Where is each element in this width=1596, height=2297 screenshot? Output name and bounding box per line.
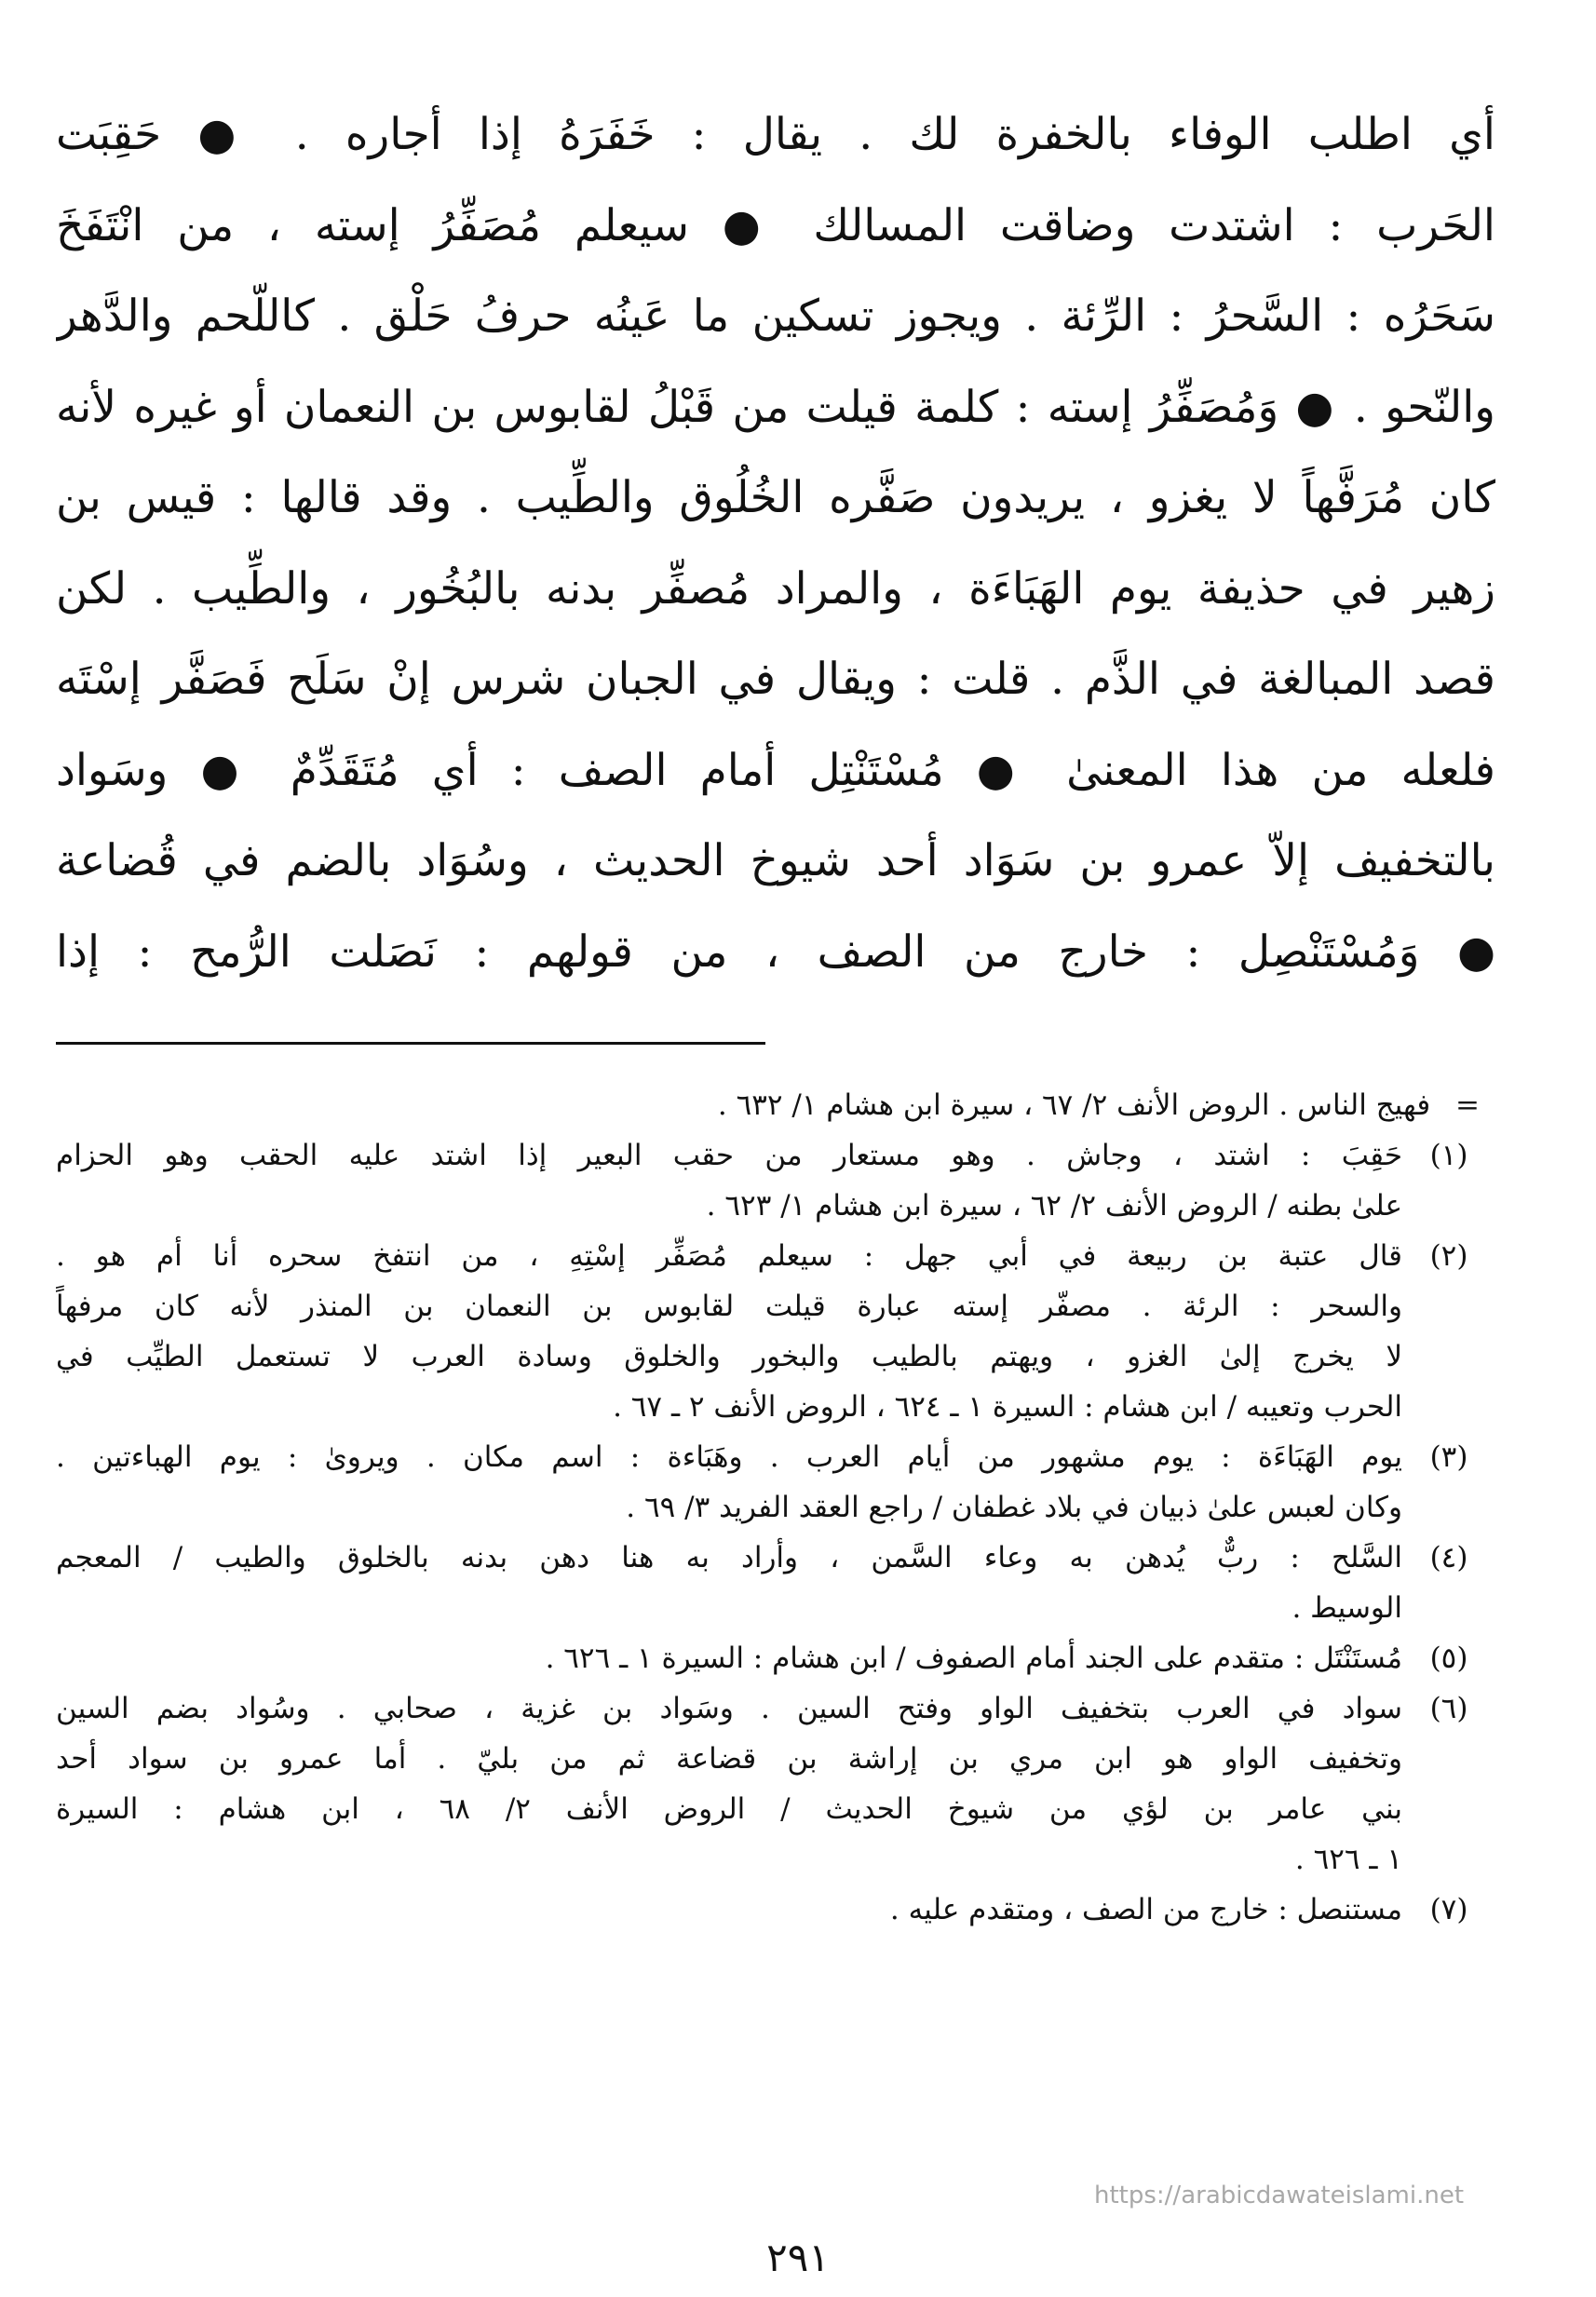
footnote-body	[56, 1432, 1402, 1533]
footnote-line: مُستَنْتَل : متقدم على الجند أمام الصفوف / ابن هشام : السيرة ١ ـ ٦٢٦ .	[545, 1642, 1402, 1675]
footnote-line: حَقِبَ : اشتد ، وجاش . وهو مستعار من حقب البعير إذا اشتد عليه الحقب وهو الحزام	[56, 1139, 1402, 1172]
footnote-line: الوسيط .	[1292, 1591, 1402, 1625]
footnote-number: (٣)	[1429, 1440, 1468, 1474]
main-text-line: سَحَرُه : السَّحرُ : الرِّئة . ويجوز تسكين ما عَينُه حرفُ حَلْق . كاللّحم والدَّهر	[56, 291, 1495, 342]
page-number: ٢٩١	[766, 2235, 830, 2280]
footnote-line: وكان لعبس علىٰ ذبيان في بلاد غطفان / راجع العقد الفريد ٣/ ٦٩ .	[626, 1491, 1402, 1524]
main-text-line: ● وَمُسْتَنْصِل : خارج من الصف ، من قولهم : نَصَلت الرُّمح : إذا	[56, 926, 1495, 978]
footnote-line: علىٰ بطنه / الروض الأنف ٢/ ٦٢ ، سيرة ابن هشام ١/ ٦٢٣ .	[706, 1189, 1402, 1223]
footnote-line: الحرب وتعيبه / ابن هشام : السيرة ١ ـ ٦٢٤ ، الروض الأنف ٢ ـ ٦٧ .	[613, 1390, 1402, 1424]
footnote-body	[56, 1231, 1402, 1432]
footnote-line: والسحر : الرئة . مصفّر إسته عبارة قيلت لقابوس بن النعمان بن المنذر لأنه كان مرفهاً	[56, 1290, 1402, 1323]
footnote-body	[56, 1683, 1402, 1885]
continuation-marker: =	[1455, 1088, 1480, 1122]
footnote	[56, 1130, 1495, 1231]
footnote-line: سواد في العرب بتخفيف الواو وفتح السين . وسَواد بن غزية ، صحابي . وسُواد بضم السين	[56, 1692, 1402, 1725]
footnote-number: (٥)	[1429, 1642, 1468, 1675]
page	[56, 89, 1495, 1926]
main-text-line: بالتخفيف إلاّ عمرو بن سَوَاد أحد شيوخ الحديث ، وسُوَاد بالضم في قُضاعة	[56, 835, 1495, 886]
footnote-number: (٦)	[1429, 1692, 1468, 1725]
footnote-line: وتخفيف الواو هو ابن مري بن إراشة بن قضاعة ثم من بليّ . أما عمرو بن سواد أحد	[56, 1742, 1402, 1776]
footnote	[56, 1432, 1495, 1533]
footnote-continuation	[56, 1080, 1495, 1130]
main-text	[56, 89, 1495, 997]
main-text-line: كان مُرَفَّهاً لا يغزو ، يريدون صَفَّره الخُلُوق والطِّيب . وقد قالها : قيس بن	[56, 472, 1495, 523]
footnote-number: (٢)	[1429, 1239, 1468, 1273]
footnote-body	[56, 1885, 1402, 1935]
footnotes	[56, 1130, 1495, 1935]
footnote-line: ١ ـ ٦٢٦ .	[1294, 1843, 1402, 1876]
main-text-line: قصد المبالغة في الذَّم . قلت : ويقال في الجبان شرس إنْ سَلَح فَصَفَّر إسْتَه	[56, 654, 1495, 705]
footnote-body	[56, 1533, 1402, 1633]
footnote-body	[56, 1130, 1402, 1231]
footnote-body	[56, 1633, 1402, 1683]
footnote-number: (٧)	[1429, 1893, 1468, 1926]
main-text-line: فلعله من هذا المعنىٰ ● مُسْتَنْتِل أمام الصف : أي مُتَقَدِّمٌ ● وسَواد	[56, 744, 1495, 796]
footnote-line: السَّلح : ربٌّ يُدهن به وعاء السَّمن ، وأراد به هنا دهن بدنه بالخلوق والطيب / المعجم	[56, 1541, 1402, 1574]
footnote	[56, 1633, 1495, 1683]
footnote-line: قال عتبة بن ربيعة في أبي جهل : سيعلم مُصَفِّر إسْتِهِ ، من انتفخ سحره أنا أم هو .	[56, 1239, 1402, 1273]
footnote-number: (٤)	[1429, 1541, 1468, 1574]
watermark-url: https://arabicdawateislami.net	[1094, 2182, 1465, 2209]
footnote	[56, 1231, 1495, 1432]
footnote-line: مستنصل : خارج من الصف ، ومتقدم عليه .	[889, 1893, 1402, 1926]
footnote-line: بني عامر بن لؤي من شيوخ الحديث / الروض الأنف ٢/ ٦٨ ، ابن هشام : السيرة	[56, 1792, 1402, 1826]
main-text-line: الحَرب : اشتدت وضاقت المسالك ● سيعلم مُصَفِّرُ إسته ، من انْتَفَخَ	[56, 199, 1495, 251]
footnote-separator-rule	[56, 1042, 765, 1045]
footnote-number: (١)	[1429, 1139, 1468, 1172]
main-text-line: زهير في حذيفة يوم الهَبَاءَة ، والمراد مُصفِّر بدنه بالبُخُور ، والطِّيب . لكن	[56, 562, 1495, 615]
footnote	[56, 1885, 1495, 1935]
footnote-line: لا يخرج إلىٰ الغزو ، ويهتم بالطيب والبخور والخلوق وسادة العرب لا تستعمل الطيِّب في	[56, 1340, 1402, 1373]
footnote	[56, 1533, 1495, 1633]
footnote	[56, 1683, 1495, 1885]
footnote-line: يوم الهَبَاءَة : يوم مشهور من أيام العرب . وهَبَاءة : اسم مكان . ويروىٰ : يوم الهباءتين .	[56, 1440, 1402, 1474]
continuation-text: فهيج الناس . الروض الأنف ٢/ ٦٧ ، سيرة ابن هشام ١/ ٦٣٢ .	[717, 1088, 1431, 1122]
main-text-line: أي اطلب الوفاء بالخفرة لك . يقال : خَفَرَهُ إذا أجاره . ● حَقِبَت	[56, 109, 1495, 160]
main-text-line: والنّحو . ● وَمُصَفِّرُ إسته : كلمة قيلت من قَبْلُ لقابوس بن النعمان أو غيره لأنه	[56, 381, 1495, 433]
